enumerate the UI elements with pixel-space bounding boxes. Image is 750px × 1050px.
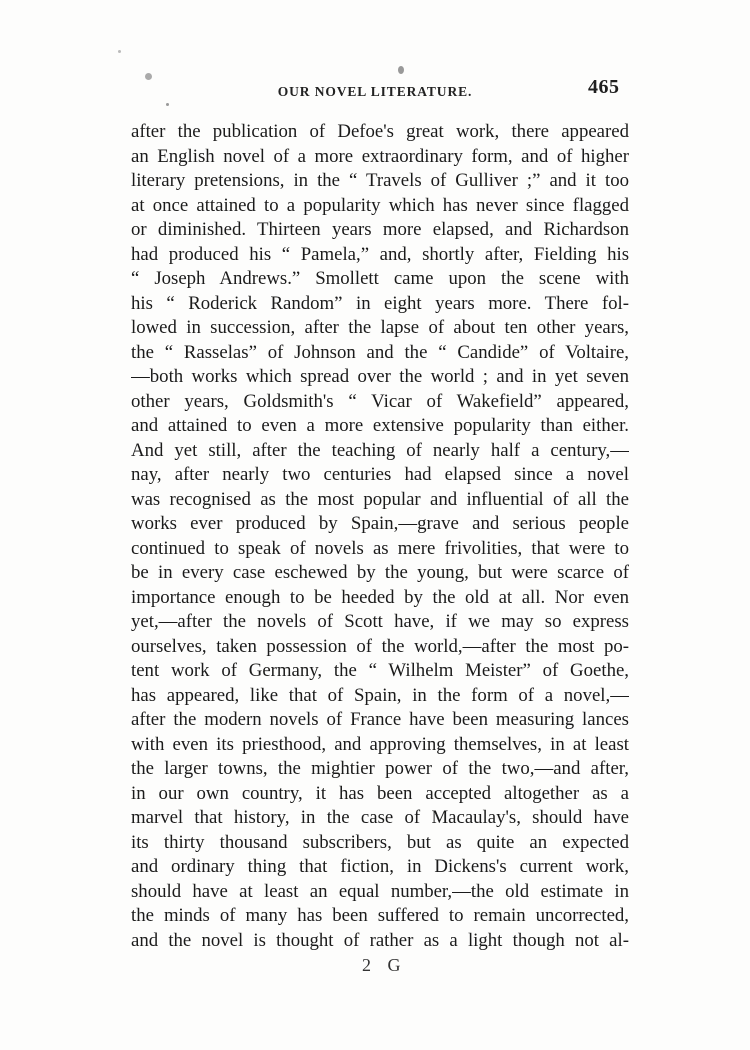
text-line: at once attained to a popularity which has never since flagged: [131, 194, 629, 216]
text-line: after the publication of Defoe's great work, there appeared: [131, 121, 629, 142]
text-line: ourselves, taken possession of the world,—after the most po-: [131, 635, 629, 657]
text-line: should have at least an equal number,—the old estimate in: [131, 880, 629, 902]
text-line: literary pretensions, in the “ Travels of Gulliver ;” and it too: [131, 170, 629, 191]
body-paragraph: [131, 120, 629, 953]
text-line: and ordinary thing that fiction, in Dickens's current work,: [131, 856, 629, 877]
ink-speck: [166, 103, 169, 106]
text-line: be in every case eschewed by the young, but were scarce of: [131, 562, 629, 583]
text-line: and the novel is thought of rather as a light though not al-: [131, 929, 629, 951]
text-line: the “ Rasselas” of Johnson and the “ Candide” of Voltaire,: [131, 341, 629, 363]
text-line: marvel that history, in the case of Macaulay's, should have: [131, 807, 629, 828]
text-line: has appeared, like that of Spain, in the form of a novel,—: [131, 684, 629, 706]
text-line: had produced his “ Pamela,” and, shortly after, Fielding his: [131, 243, 629, 265]
signature-mark: 2 G: [362, 955, 407, 975]
page-number: 465: [588, 76, 620, 98]
text-line: after the modern novels of France have been measuring lances: [131, 709, 629, 730]
text-line: tent work of Germany, the “ Wilhelm Meister” of Goethe,: [131, 660, 629, 681]
text-line: lowed in succession, after the lapse of about ten other years,: [131, 317, 629, 338]
text-line: nay, after nearly two centuries had elapsed since a novel: [131, 464, 629, 485]
text-line: his “ Roderick Random” in eight years more. There fol-: [131, 292, 629, 314]
text-line: its thirty thousand subscribers, but as quite an expected: [131, 831, 629, 853]
text-line: continued to speak of novels as mere frivolities, that were to: [131, 537, 629, 559]
text-line: and attained to even a more extensive popularity than either.: [131, 415, 629, 436]
text-line: the minds of many has been suffered to remain uncorrected,: [131, 905, 629, 926]
ink-speck: [145, 73, 152, 80]
text-line: —both works which spread over the world ; and in yet seven: [131, 366, 629, 387]
text-line: importance enough to be heeded by the old at all. Nor even: [131, 586, 629, 608]
running-header-title: OUR NOVEL LITERATURE.: [277, 84, 473, 99]
text-line: the larger towns, the mightier power of the two,—and after,: [131, 758, 629, 779]
text-line: works ever produced by Spain,—grave and serious people: [131, 513, 629, 534]
text-line: in our own country, it has been accepted altogether as a: [131, 782, 629, 804]
text-line: yet,—after the novels of Scott have, if we may so express: [131, 611, 629, 632]
text-line: “ Joseph Andrews.” Smollett came upon the scene with: [131, 268, 629, 289]
text-line: an English novel of a more extraordinary form, and of higher: [131, 145, 629, 167]
ink-speck: [118, 50, 121, 53]
text-line: And yet still, after the teaching of nearly half a century,—: [131, 439, 629, 461]
text-line: other years, Goldsmith's “ Vicar of Wakefield” appeared,: [131, 390, 629, 412]
text-line: was recognised as the most popular and influential of all the: [131, 488, 629, 510]
text-line: or diminished. Thirteen years more elapsed, and Richardson: [131, 219, 629, 240]
ink-speck: [398, 66, 404, 74]
text-line: with even its priesthood, and approving themselves, in at least: [131, 733, 629, 755]
